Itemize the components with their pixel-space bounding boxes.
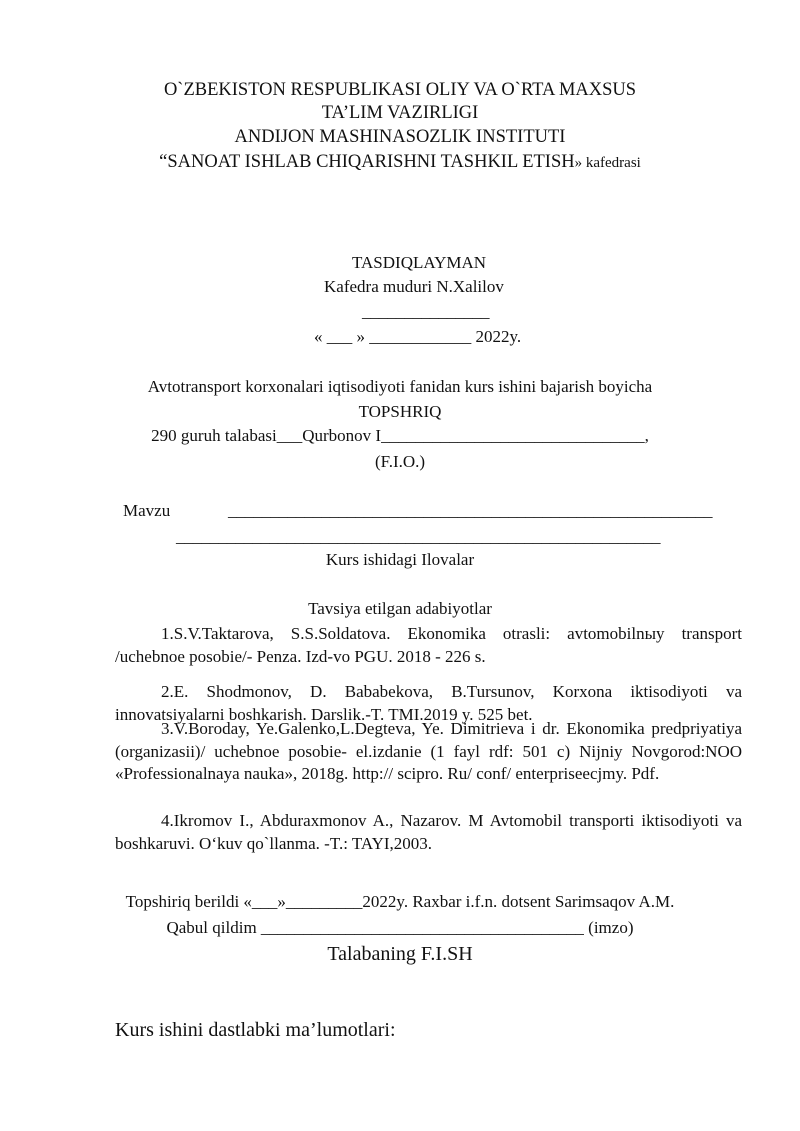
topic-line-1: _________________________________________________________ xyxy=(228,501,713,520)
ministry-line-2: TA’LIM VAZIRLIGI xyxy=(321,103,479,123)
institute-name: ANDIJON MASHINASOZLIK INSTITUTI xyxy=(234,127,566,147)
assignment-given-line: Topshiriq berildi «___»_________2022y. Raxbar i.f.n. dotsent Sarimsaqov A.M. xyxy=(125,892,675,911)
department-name: “SANOAT ISHLAB CHIQARISHNI TASHKIL ETISH xyxy=(159,152,575,172)
accepted-line: Qabul qildim ______________________________________ (imzo) xyxy=(166,918,634,937)
approval-title: TASDIQLAYMAN xyxy=(352,253,487,272)
topic-label: Mavzu xyxy=(123,501,171,520)
student-line: 290 guruh talabasi___Qurbonov I_______________________________, xyxy=(151,426,649,445)
ministry-line-1: O`ZBEKISTON RESPUBLIKASI OLIY VA O`RTA MAXSUS xyxy=(163,80,637,100)
approval-date-line: « ___ » ____________ 2022y. xyxy=(314,327,522,346)
literature-item-4: 4.Ikromov I., Abduraxmonov A., Nazarov. M Avtomobil transporti iktisodiyoti va boshkaruvi. O‘kuv qo`llanma. -T.: TAYI,2003. xyxy=(115,811,742,853)
approval-signature-line: _______________ xyxy=(362,302,490,321)
assignment-title: TOPSHRIQ xyxy=(358,402,442,421)
student-fish: Talabaning F.I.SH xyxy=(327,943,473,965)
initial-data-heading: Kurs ishini dastlabki ma’lumotlari: xyxy=(115,1019,396,1041)
department-head: Kafedra muduri N.Xalilov xyxy=(324,277,504,296)
literature-item-2: 2.E. Shodmonov, D. Bababekova, B.Tursunov, Korxona iktisodiyoti va innovatsiyalarni boshkarish. Darslik.-T. TMI.2019 y. 525 bet. xyxy=(115,682,742,724)
literature-heading: Tavsiya etilgan adabiyotlar xyxy=(308,599,492,618)
department-suffix: » kafedrasi xyxy=(574,155,641,171)
fio-caption: (F.I.O.) xyxy=(374,452,426,471)
topic-line-2: _________________________________________________________ xyxy=(176,527,661,546)
appendices-heading: Kurs ishidagi Ilovalar xyxy=(325,550,475,569)
department-line xyxy=(0,151,800,174)
literature-item-1: 1.S.V.Taktarova, S.S.Soldatova. Ekonomika otrasli: avtomobilnыy transport /uchebnoe posobie/- Penza. Izd-vo PGU. 2018 - 226 s. xyxy=(115,624,742,666)
assignment-subject: Avtotransport korxonalari iqtisodiyoti fanidan kurs ishini bajarish boyicha xyxy=(147,377,653,396)
literature-item-3: 3.V.Boroday, Ye.Galenko,L.Degteva, Ye. Dimitrieva i dr. Ekonomika predpriyatiya (organizasii)/ uchebnoe posobie- el.izdanie (1 fayl rdf: 501 c) Nijniy Novgorod:NOO «Professionalnaya nauka», 2018g. http:// scipro. Ru/ conf/ enterpriseecjmy. Pdf. xyxy=(115,719,742,783)
